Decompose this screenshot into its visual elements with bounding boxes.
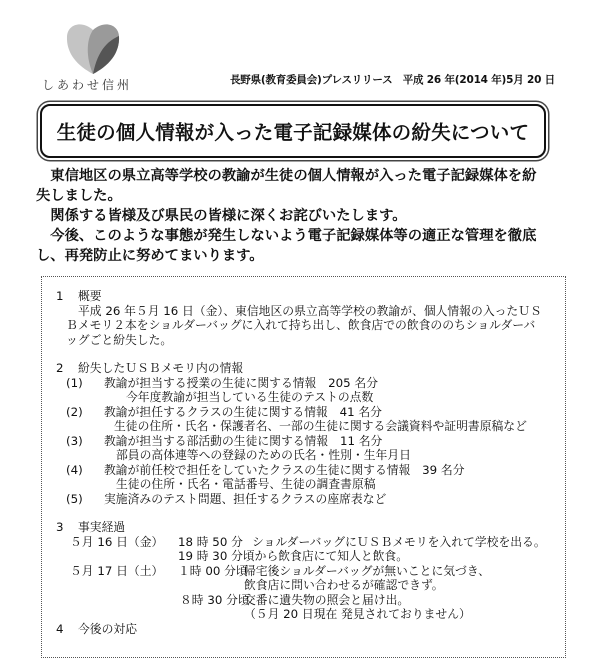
- section-heading: [54, 361, 564, 376]
- list-item: (4) 教諭が前任校で担任をしていたクラスの生徒に関する情報 39 名分: [66, 462, 465, 477]
- list-item: (1) 教諭が担当する授業の生徒に関する情報 205 名分: [66, 375, 379, 390]
- section-number: 1: [56, 289, 64, 303]
- list-item-detail: 部員の高体連等への登録のための氏名・性別・生年月日: [116, 448, 411, 462]
- logo: [62, 18, 142, 76]
- intro-paragraph: [36, 166, 581, 266]
- intro-line: 今後、このような事態が発生しないよう電子記録媒体等の適正な管理を徹底: [50, 228, 537, 244]
- details-content: [54, 289, 564, 636]
- intro-line: 東信地区の県立高等学校の教諭が生徒の個人情報が入った電子記録媒体を紛: [50, 168, 537, 184]
- section-number: 4: [56, 621, 64, 636]
- section-text: 平成 26 年５月 16 日（金）、東信地区の県立高等学校の教諭が、個人情報の入ったＵＳ: [78, 303, 542, 318]
- section-title: 概要: [78, 289, 102, 303]
- section-text: Ｂメモリ２本をショルダーバッグに入れて持ち出し、飲食店での飲食ののちショルダーバ: [66, 318, 536, 332]
- section-title: 事実経過: [78, 520, 126, 534]
- title-box: [40, 104, 546, 158]
- section-text: ッグごと紛失した。: [66, 332, 173, 347]
- timeline-row: 飲食店に問い合わせるが確認できず。: [244, 578, 444, 592]
- section-title: 今後の対応: [78, 621, 137, 636]
- press-release-line: 長野県(教育委員会)プレスリリース 平成 26 年(2014 年)5月 20 日: [230, 74, 555, 86]
- timeline-row: ８時 30 分頃 交番に遺失物の照会と届け出。: [180, 592, 410, 607]
- section-heading: [54, 622, 564, 637]
- section-number: 3: [56, 520, 64, 534]
- timeline-row: ５月 16 日（金） 18 時 50 分 ショルダーバッグにＵＳＢメモリを入れて学校を出る。: [70, 534, 546, 549]
- list-item: (2) 教諭が担任するクラスの生徒に関する情報 41 名分: [66, 404, 382, 419]
- timeline-row: 19 時 30 分頃から飲食店にて知人と飲食。: [178, 549, 409, 563]
- heart-logo-icon: [64, 18, 122, 76]
- section-heading: [54, 520, 564, 535]
- intro-line: し、再発防止に努めてまいります。: [36, 248, 264, 264]
- timeline-row: （５月 20 日現在 発見されておりません）: [244, 607, 471, 621]
- section-title: 紛失したＵＳＢメモリ内の情報: [78, 361, 244, 375]
- timeline-row: ５月 17 日（土） １時 00 分頃 帰宅後ショルダーバッグが無いことに気づき、: [70, 563, 490, 578]
- section-heading: [54, 289, 564, 304]
- page-title: 生徒の個人情報が入った電子記録媒体の紛失について: [56, 121, 530, 144]
- section-number: 2: [56, 361, 64, 375]
- intro-line: 失しました。: [36, 188, 122, 204]
- logo-text: しあわせ信州: [42, 78, 133, 92]
- list-item-detail: 今年度教諭が担当している生徒のテストの点数: [126, 390, 374, 404]
- list-item-detail: 生徒の住所・氏名・電話番号、生徒の調査書原稿: [116, 477, 376, 491]
- intro-line: 関係する皆様及び県民の皆様に深くお詫びいたします。: [50, 208, 407, 224]
- list-item: (5) 実施済みのテスト問題、担任するクラスの座席表など: [66, 491, 387, 506]
- list-item: (3) 教諭が担当する部活動の生徒に関する情報 11 名分: [66, 433, 383, 448]
- list-item-detail: 生徒の住所・氏名・保護者名、一部の生徒に関する会議資料や証明書原稿など: [114, 419, 527, 433]
